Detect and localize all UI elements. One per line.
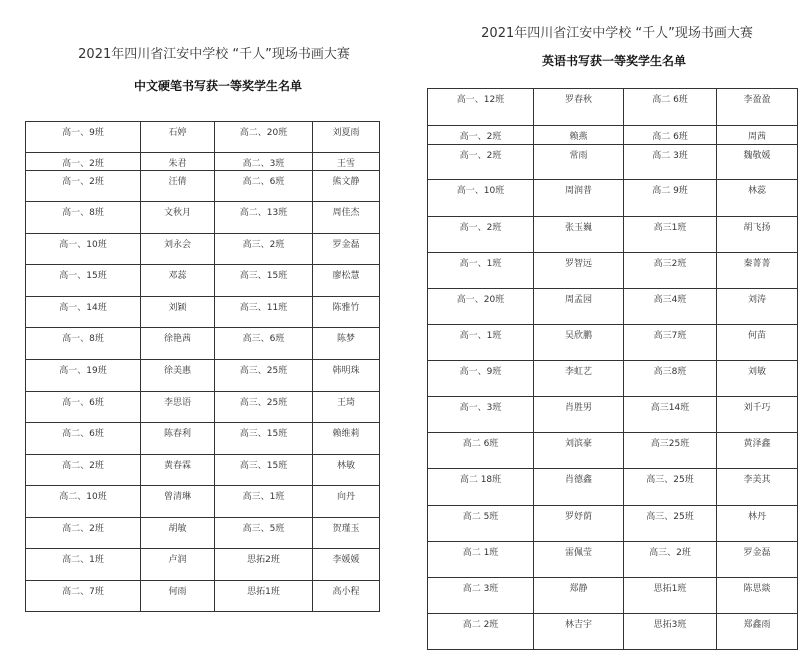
class-cell: 高一、1班 — [428, 253, 534, 289]
class-cell: 思拓1班 — [624, 578, 717, 614]
name-cell: 朱君 — [141, 153, 215, 171]
class-cell: 高三7班 — [624, 325, 717, 361]
table-row — [26, 455, 380, 486]
table-row — [428, 126, 798, 145]
name-cell: 林丹 — [717, 506, 798, 542]
name-cell: 郑静 — [534, 578, 624, 614]
name-cell: 胡飞扬 — [717, 217, 798, 253]
name-cell: 赖燕 — [534, 126, 624, 145]
name-cell: 罗金磊 — [717, 542, 798, 578]
name-cell: 高小程 — [313, 581, 380, 612]
name-cell: 文秋月 — [141, 202, 215, 234]
table-row — [428, 614, 798, 650]
class-cell: 高二、7班 — [26, 581, 141, 612]
class-cell: 高三、2班 — [624, 542, 717, 578]
name-cell: 熊文静 — [313, 171, 380, 202]
name-cell: 李媛媛 — [313, 549, 380, 581]
name-cell: 胡敏 — [141, 518, 215, 549]
name-cell: 罗春秋 — [534, 89, 624, 126]
table-row — [428, 289, 798, 325]
name-cell: 常雨 — [534, 145, 624, 180]
name-cell: 刘敏 — [717, 361, 798, 397]
class-cell: 高三、25班 — [215, 392, 313, 423]
table-row — [428, 433, 798, 469]
name-cell: 陈思燚 — [717, 578, 798, 614]
class-cell: 高一、9班 — [26, 122, 141, 153]
class-cell: 高一、14班 — [26, 297, 141, 328]
class-cell: 高一、19班 — [26, 360, 141, 392]
class-cell: 高一、6班 — [26, 392, 141, 423]
name-cell: 罗金磊 — [313, 234, 380, 265]
name-cell: 雷佩莹 — [534, 542, 624, 578]
name-cell: 韩明珠 — [313, 360, 380, 392]
class-cell: 思拓1班 — [215, 581, 313, 612]
class-cell: 高二 1班 — [428, 542, 534, 578]
name-cell: 李美其 — [717, 469, 798, 506]
class-cell: 高二、2班 — [26, 518, 141, 549]
class-cell: 高二 3班 — [624, 145, 717, 180]
class-cell: 高三、11班 — [215, 297, 313, 328]
name-cell: 王琦 — [313, 392, 380, 423]
class-cell: 高三、2班 — [215, 234, 313, 265]
table-row — [26, 234, 380, 265]
table-row — [26, 171, 380, 202]
table-row — [26, 581, 380, 612]
class-cell: 高一、2班 — [428, 217, 534, 253]
class-cell: 高三、15班 — [215, 455, 313, 486]
class-cell: 高三、15班 — [215, 423, 313, 455]
name-cell: 石婷 — [141, 122, 215, 153]
name-cell: 罗妤荫 — [534, 506, 624, 542]
name-cell: 何雨 — [141, 581, 215, 612]
name-cell: 肖德鑫 — [534, 469, 624, 506]
name-cell: 吴欣鹏 — [534, 325, 624, 361]
table-row — [26, 423, 380, 455]
class-cell: 高一、2班 — [26, 153, 141, 171]
table-row — [428, 145, 798, 180]
class-cell: 高二 6班 — [624, 126, 717, 145]
class-cell: 思拓3班 — [624, 614, 717, 650]
class-cell: 高三8班 — [624, 361, 717, 397]
table-row — [26, 518, 380, 549]
table-row — [428, 469, 798, 506]
name-cell: 陈春利 — [141, 423, 215, 455]
class-cell: 高三、25班 — [215, 360, 313, 392]
name-cell: 向丹 — [313, 486, 380, 518]
class-cell: 高三、15班 — [215, 265, 313, 297]
name-cell: 贺瑾玉 — [313, 518, 380, 549]
class-cell: 高一、12班 — [428, 89, 534, 126]
name-cell: 林吉宇 — [534, 614, 624, 650]
name-cell: 曾清琳 — [141, 486, 215, 518]
name-cell: 王雪 — [313, 153, 380, 171]
class-cell: 高三4班 — [624, 289, 717, 325]
table-row — [26, 122, 380, 153]
class-cell: 高一、15班 — [26, 265, 141, 297]
name-cell: 刘涛 — [717, 289, 798, 325]
name-cell: 刘永会 — [141, 234, 215, 265]
table-row — [26, 265, 380, 297]
name-cell: 周孟园 — [534, 289, 624, 325]
class-cell: 高三1班 — [624, 217, 717, 253]
name-cell: 陈梦 — [313, 328, 380, 360]
name-cell: 林蕊 — [717, 180, 798, 217]
name-cell: 肖胜男 — [534, 397, 624, 433]
table-row — [428, 253, 798, 289]
table-row — [26, 360, 380, 392]
class-cell: 高二 3班 — [428, 578, 534, 614]
class-cell: 高二 6班 — [428, 433, 534, 469]
right-document — [418, 0, 800, 659]
class-cell: 高三2班 — [624, 253, 717, 289]
name-cell: 林敏 — [313, 455, 380, 486]
table-row — [26, 486, 380, 518]
name-cell: 陈雅竹 — [313, 297, 380, 328]
class-cell: 高二、1班 — [26, 549, 141, 581]
name-cell: 李思语 — [141, 392, 215, 423]
right-document-subtitle: 英语书写获一等奖学生名单 — [541, 54, 686, 68]
name-cell: 廖松慧 — [313, 265, 380, 297]
class-cell: 高一、2班 — [428, 126, 534, 145]
name-cell: 徐艳茜 — [141, 328, 215, 360]
table-row — [428, 506, 798, 542]
class-cell: 高一、8班 — [26, 328, 141, 360]
left-document-subtitle: 中文硬笔书写获一等奖学生名单 — [133, 79, 302, 93]
class-cell: 高二 5班 — [428, 506, 534, 542]
name-cell: 徐美惠 — [141, 360, 215, 392]
class-cell: 高一、1班 — [428, 325, 534, 361]
class-cell: 高二、10班 — [26, 486, 141, 518]
name-cell: 邓蕊 — [141, 265, 215, 297]
name-cell: 周佳杰 — [313, 202, 380, 234]
name-cell: 刘千巧 — [717, 397, 798, 433]
class-cell: 高一、2班 — [428, 145, 534, 180]
name-cell: 刘夏雨 — [313, 122, 380, 153]
name-cell: 黄泽鑫 — [717, 433, 798, 469]
name-cell: 卢润 — [141, 549, 215, 581]
table-row — [428, 180, 798, 217]
name-cell: 郑鑫雨 — [717, 614, 798, 650]
class-cell: 高二、6班 — [26, 423, 141, 455]
class-cell: 高二、3班 — [215, 153, 313, 171]
right-winners-table — [427, 88, 798, 650]
left-winners-table — [25, 121, 380, 612]
class-cell: 高二、20班 — [215, 122, 313, 153]
class-cell: 高三、25班 — [624, 506, 717, 542]
class-cell: 高三25班 — [624, 433, 717, 469]
class-cell: 高一、10班 — [26, 234, 141, 265]
name-cell: 罗智远 — [534, 253, 624, 289]
class-cell: 高三、6班 — [215, 328, 313, 360]
class-cell: 高三、5班 — [215, 518, 313, 549]
table-row — [428, 361, 798, 397]
left-document-title: 2021年四川省江安中学校 “千人”现场书画大赛 — [78, 47, 350, 62]
name-cell: 何苗 — [717, 325, 798, 361]
class-cell: 高一、20班 — [428, 289, 534, 325]
class-cell: 高三14班 — [624, 397, 717, 433]
class-cell: 高一、9班 — [428, 361, 534, 397]
class-cell: 高二 18班 — [428, 469, 534, 506]
class-cell: 高二、6班 — [215, 171, 313, 202]
name-cell: 汪倩 — [141, 171, 215, 202]
table-row — [26, 549, 380, 581]
name-cell: 张玉巍 — [534, 217, 624, 253]
name-cell: 魏敬媛 — [717, 145, 798, 180]
class-cell: 高一、8班 — [26, 202, 141, 234]
table-row — [26, 297, 380, 328]
name-cell: 刘颖 — [141, 297, 215, 328]
class-cell: 高一、10班 — [428, 180, 534, 217]
class-cell: 高一、3班 — [428, 397, 534, 433]
table-row — [26, 328, 380, 360]
table-row — [428, 89, 798, 126]
name-cell: 刘滨豪 — [534, 433, 624, 469]
name-cell: 秦菁菁 — [717, 253, 798, 289]
class-cell: 高二 6班 — [624, 89, 717, 126]
class-cell: 高二、13班 — [215, 202, 313, 234]
table-row — [428, 217, 798, 253]
class-cell: 思拓2班 — [215, 549, 313, 581]
table-row — [428, 578, 798, 614]
name-cell: 李虹艺 — [534, 361, 624, 397]
table-row — [26, 153, 380, 171]
class-cell: 高二 9班 — [624, 180, 717, 217]
name-cell: 黄春霖 — [141, 455, 215, 486]
class-cell: 高三、1班 — [215, 486, 313, 518]
name-cell: 周茜 — [717, 126, 798, 145]
table-row — [428, 542, 798, 578]
class-cell: 高一、2班 — [26, 171, 141, 202]
table-row — [26, 392, 380, 423]
class-cell: 高二、2班 — [26, 455, 141, 486]
table-row — [428, 397, 798, 433]
table-row — [26, 202, 380, 234]
name-cell: 周润普 — [534, 180, 624, 217]
class-cell: 高二 2班 — [428, 614, 534, 650]
right-document-title: 2021年四川省江安中学校 “千人”现场书画大赛 — [481, 26, 753, 41]
class-cell: 高三、25班 — [624, 469, 717, 506]
name-cell: 李盈盈 — [717, 89, 798, 126]
table-row — [428, 325, 798, 361]
name-cell: 赖维莉 — [313, 423, 380, 455]
